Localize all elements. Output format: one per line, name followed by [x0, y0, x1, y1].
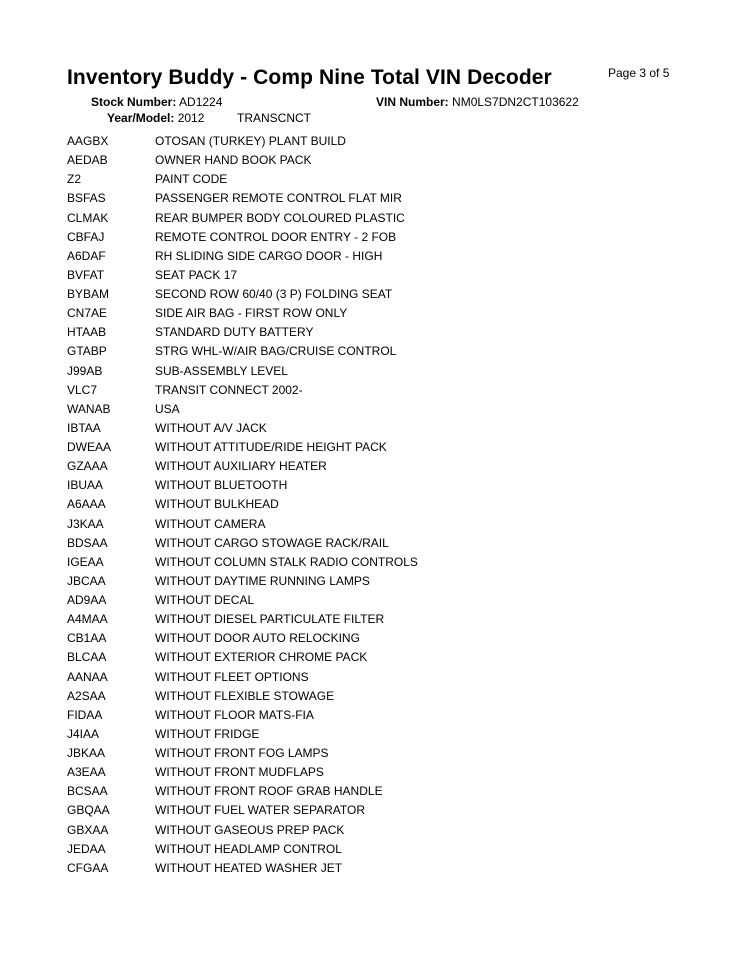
option-description: WITHOUT FLOOR MATS-FIA: [155, 707, 314, 722]
option-description: PASSENGER REMOTE CONTROL FLAT MIR: [155, 191, 402, 206]
vin-number: [376, 95, 579, 109]
stock-number-label: Stock Number:: [91, 95, 177, 109]
option-description: WITHOUT A/V JACK: [155, 420, 267, 435]
option-description: SUB-ASSEMBLY LEVEL: [155, 363, 288, 378]
option-code: FIDAA: [67, 707, 103, 722]
option-description: WITHOUT BLUETOOTH: [155, 478, 288, 493]
option-code: A6DAF: [67, 248, 106, 263]
option-description: WITHOUT DIESEL PARTICULATE FILTER: [155, 612, 385, 627]
option-description: PAINT CODE: [155, 172, 228, 187]
option-description: STRG WHL-W/AIR BAG/CRUISE CONTROL: [155, 344, 397, 359]
option-description: WITHOUT FLEXIBLE STOWAGE: [155, 688, 335, 703]
option-description: SIDE AIR BAG - FIRST ROW ONLY: [155, 306, 348, 321]
option-description: WITHOUT DAYTIME RUNNING LAMPS: [155, 573, 370, 588]
option-description: WITHOUT GASEOUS PREP PACK: [155, 822, 345, 837]
option-description: WITHOUT FRONT MUDFLAPS: [155, 765, 324, 780]
option-description: SEAT PACK 17: [155, 267, 238, 282]
option-description: USA: [155, 401, 180, 416]
stock-number-value: AD1224: [179, 95, 223, 109]
option-code: A3EAA: [67, 765, 106, 780]
option-code: J4IAA: [67, 726, 100, 741]
option-code: A6AAA: [67, 497, 106, 512]
option-code: BVFAT: [67, 267, 105, 282]
option-description: WITHOUT FRIDGE: [155, 726, 260, 741]
option-code: CBFAJ: [67, 229, 105, 244]
option-description: WITHOUT DOOR AUTO RELOCKING: [155, 631, 360, 646]
stock-number: [91, 95, 222, 109]
option-description: REMOTE CONTROL DOOR ENTRY - 2 FOB: [155, 229, 397, 244]
option-code: JBKAA: [67, 746, 106, 760]
year-value: 2012: [177, 111, 205, 125]
option-code: GBXAA: [67, 822, 109, 837]
option-code: AANAA: [67, 669, 108, 684]
option-description: WITHOUT FRONT FOG LAMPS: [155, 746, 329, 760]
option-description: WITHOUT EXTERIOR CHROME PACK: [155, 650, 368, 665]
option-code: BSFAS: [67, 191, 106, 206]
page-title: Inventory Buddy - Comp Nine Total VIN Decoder: [67, 66, 552, 89]
option-code: J3KAA: [67, 516, 104, 531]
vin-number-label: VIN Number:: [376, 95, 449, 109]
option-description: WITHOUT FUEL WATER SEPARATOR: [155, 803, 366, 818]
option-code: VLC7: [67, 382, 98, 397]
option-description: WITHOUT HEADLAMP CONTROL: [155, 841, 342, 856]
option-code: CB1AA: [67, 631, 107, 646]
option-code: BCSAA: [67, 784, 108, 799]
option-description: SECOND ROW 60/40 (3 P) FOLDING SEAT: [155, 287, 393, 301]
option-code: JEDAA: [67, 841, 106, 856]
option-description: WITHOUT ATTITUDE/RIDE HEIGHT PACK: [155, 440, 387, 454]
option-description: OWNER HAND BOOK PACK: [155, 153, 312, 168]
option-code: CN7AE: [67, 306, 108, 321]
option-code: BYBAM: [67, 287, 110, 301]
option-code: A4MAA: [67, 612, 108, 627]
option-code: CFGAA: [67, 860, 109, 875]
option-code: CLMAK: [67, 210, 109, 225]
option-code: GZAAA: [67, 459, 108, 474]
option-code: JBCAA: [67, 573, 106, 588]
option-description: WITHOUT COLUMN STALK RADIO CONTROLS: [155, 554, 418, 569]
option-code: J99AB: [67, 363, 103, 378]
option-code: WANAB: [67, 401, 111, 416]
option-description: WITHOUT FLEET OPTIONS: [155, 669, 309, 684]
option-code: DWEAA: [67, 440, 112, 454]
option-description: RH SLIDING SIDE CARGO DOOR - HIGH: [155, 248, 383, 263]
option-code: AD9AA: [67, 593, 107, 607]
option-description: STANDARD DUTY BATTERY: [155, 325, 314, 340]
option-description: OTOSAN (TURKEY) PLANT BUILD: [155, 134, 346, 148]
option-code: A2SAA: [67, 688, 106, 703]
option-code: GTABP: [67, 344, 107, 359]
year-model-label: Year/Model:: [107, 111, 175, 125]
option-description: WITHOUT FRONT ROOF GRAB HANDLE: [155, 784, 383, 799]
option-description: WITHOUT CARGO STOWAGE RACK/RAIL: [155, 535, 389, 550]
option-code: AAGBX: [67, 134, 109, 148]
option-code: GBQAA: [67, 803, 110, 818]
option-code: IBUAA: [67, 478, 104, 493]
page-indicator: Page 3 of 5: [608, 66, 670, 80]
model-value: TRANSCNCT: [237, 111, 311, 125]
option-code: BDSAA: [67, 535, 108, 550]
option-code: IGEAA: [67, 554, 104, 569]
option-description: WITHOUT CAMERA: [155, 516, 266, 531]
option-code: HTAAB: [67, 325, 107, 340]
option-description: WITHOUT BULKHEAD: [155, 497, 279, 512]
option-description: REAR BUMPER BODY COLOURED PLASTIC: [155, 210, 405, 225]
option-code: AEDAB: [67, 153, 108, 168]
year-model: [107, 111, 204, 125]
vin-number-value: NM0LS7DN2CT103622: [452, 95, 579, 109]
option-code: BLCAA: [67, 650, 107, 665]
option-description: WITHOUT HEATED WASHER JET: [155, 860, 343, 875]
option-description: WITHOUT AUXILIARY HEATER: [155, 459, 327, 474]
option-description: TRANSIT CONNECT 2002-: [155, 382, 303, 397]
option-code: IBTAA: [67, 420, 101, 435]
option-description: WITHOUT DECAL: [155, 593, 255, 607]
option-code: Z2: [67, 172, 82, 187]
